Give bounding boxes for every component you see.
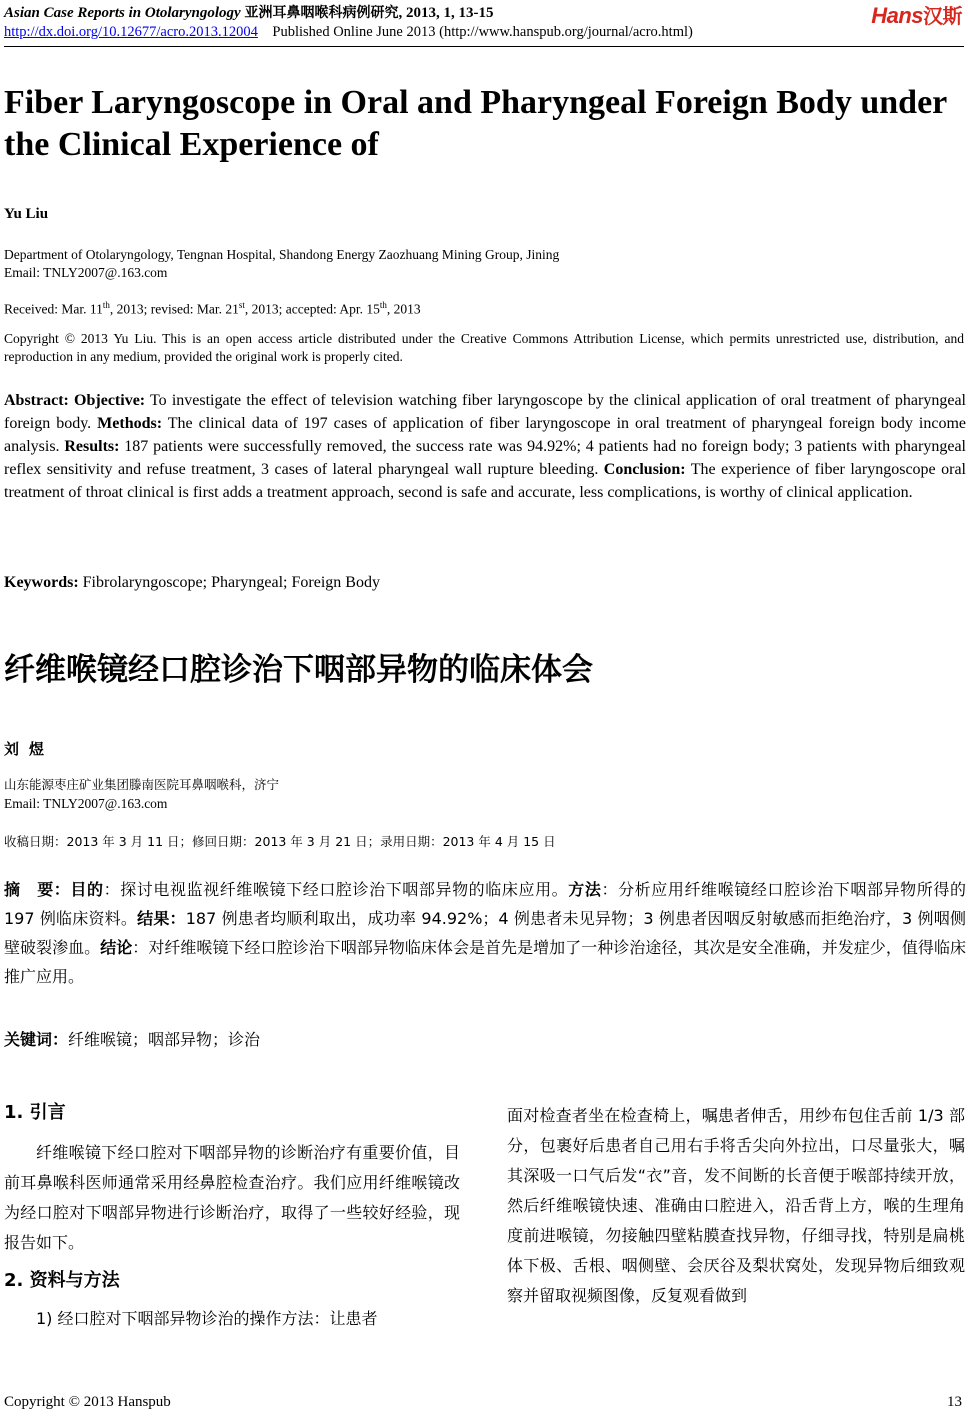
body-left-column [4, 1096, 460, 1334]
section-1-heading: 1. 引言 [4, 1102, 66, 1123]
footer-copyright: Copyright © 2013 Hanspub [4, 1394, 171, 1410]
keywords-cn [4, 1027, 260, 1050]
conclusion-text-cn: ：对纤维喉镜下经口腔诊治下咽部异物临床体会是首先是增加了一种诊治途径，其次是安全准确，并发症少，值得临床推广应用。 [4, 938, 966, 986]
received-text: Received: Mar. 11 [4, 301, 103, 317]
results-label: Results: [64, 438, 120, 455]
copyright-notice-en: Copyright © 2013 Yu Liu. This is an open access article distributed under the Creative Commons Attribution License, which permits unrestricted use, distribution, and reproduction in any medium, provided the original work is properly cited. [4, 331, 964, 364]
methods-label-cn: 方法 [568, 880, 602, 899]
keywords-label-en: Keywords: [4, 574, 79, 591]
paper-title-en: Fiber Laryngoscope in Oral and Pharyngeal Foreign Body under the Clinical Experience of [4, 84, 947, 163]
abstract-label-cn: 摘 要： [4, 880, 71, 899]
accepted-text: , 2013; accepted: Apr. 15 [244, 301, 380, 317]
keywords-en [4, 574, 380, 592]
journal-name-en: Asian Case Reports in Otolaryngology [4, 5, 241, 21]
received-dates-cn: 收稿日期：2013 年 3 月 11 日；修回日期：2013 年 3 月 21 日；录用日期：2013 年 4 月 15 日 [4, 834, 556, 849]
accepted-sup: th [379, 300, 387, 310]
results-label-cn: 结果： [137, 909, 186, 928]
body-right-column [507, 1101, 965, 1311]
journal-header [4, 2, 493, 22]
abstract-cn [4, 875, 966, 991]
revised-text: , 2013; revised: Mar. 21 [109, 301, 239, 317]
section-1-paragraph: 纤维喉镜下经口腔对下咽部异物的诊断治疗有重要价值，目前耳鼻喉科医师通常采用经鼻腔检查治疗。我们应用纤维喉镜改为经口腔对下咽部异物进行诊断治疗，取得了一些较好经验，现报告如下。 [4, 1143, 460, 1252]
received-sup: th [102, 300, 110, 310]
objective-label-cn: 目的 [70, 880, 104, 899]
methods-label: Methods: [97, 415, 163, 432]
affiliation-cn: 山东能源枣庄矿业集团滕南医院耳鼻咽喉科，济宁 [4, 777, 280, 792]
results-text: 187 patients were successfully removed, the success rate was 94.92%; 4 patients had no foreign body; 3 patients with pharyngeal reflex sensitivity and refuse treatment, 3 cases of lateral pharyngeal wall rupture bleeding. [4, 438, 967, 478]
results-text-cn: 187 例患者均顺利取出，成功率 94.92%；4 例患者未见异物；3 例患者因咽反射敏感而拒绝治疗，3 例咽侧壁破裂渗血。 [4, 909, 966, 957]
doi-link[interactable]: http://dx.doi.org/10.12677/acro.2013.12004 [4, 24, 258, 40]
conclusion-label-cn: 结论 [100, 938, 133, 957]
keywords-text-en: Fibrolaryngoscope; Pharyngeal; Foreign Body [78, 574, 380, 591]
abstract-label: Abstract: [4, 392, 69, 409]
keywords-label-cn: 关键词： [4, 1030, 69, 1049]
email-cn: Email: TNLY2007@.163.com [4, 796, 168, 811]
keywords-text-cn: 纤维喉镜；咽部异物；诊治 [68, 1030, 261, 1049]
section-2-paragraph: 1) 经口腔对下咽部异物诊治的操作方法：让患者 [36, 1309, 378, 1328]
affiliation-text-en: Department of Otolaryngology, Tengnan Hospital, Shandong Energy Zaozhuang Mining Group, Jining [4, 247, 560, 262]
header-rule [4, 46, 964, 47]
author-cn: 刘煜 [4, 740, 55, 758]
received-dates-en [4, 296, 421, 319]
paper-title-cn: 纤维喉镜经口腔诊治下咽部异物的临床体会 [4, 652, 593, 688]
journal-volume: , 2013, 1, 13-15 [398, 5, 494, 21]
revised-sup: st [238, 300, 245, 310]
right-column-paragraph: 面对检查者坐在检查椅上，嘱患者伸舌，用纱布包住舌前 1/3 部分，包裹好后患者自己用右手将舌尖向外拉出，口尽量张大，嘱其深吸一口气后发“衣”音，发不间断的长音便于喉部持续开放，然后纤维喉镜快速、准确由口腔进入，沿舌背上方，喉的生理角度前进喉镜，勿接触四壁粘膜查找异物，仔细寻找，特别是扁桃体下极、舌根、咽侧壁、会厌谷及梨状窝处，发现异物后细致观察并留取视频图像，反复观看做到 [507, 1106, 965, 1305]
journal-name-cn: 亚洲耳鼻咽喉科病例研究 [244, 5, 399, 21]
section-2-heading: 2. 资料与方法 [4, 1270, 120, 1291]
published-online: Published Online June 2013 (http://www.hanspub.org/journal/acro.html) [272, 24, 693, 40]
received-tail: , 2013 [386, 301, 421, 317]
objective-label: Objective: [74, 392, 146, 409]
author-en: Yu Liu [4, 206, 49, 222]
conclusion-text: The experience of fiber laryngoscope oral treatment of throat clinical is first adds a treatment approach, second is safe and accurate, less complications, is worthy of clinical application. [4, 461, 966, 501]
hans-logo [871, 0, 962, 29]
conclusion-label: Conclusion: [603, 461, 686, 478]
email-en: Email: TNLY2007@.163.com [4, 265, 168, 280]
objective-text: To investigate the effect of television watching fiber laryngoscope by the clinical application of oral treatment of pharyngeal foreign body. [4, 392, 966, 432]
doi-line [4, 24, 693, 41]
logo-text-en: Hans [871, 3, 923, 28]
affiliation-en [4, 246, 954, 282]
methods-text-cn: ：分析应用纤维喉镜经口腔诊治下咽部异物所得的 197 例临床资料。 [4, 880, 966, 928]
logo-text-cn: 汉斯 [923, 4, 962, 28]
methods-text: The clinical data of 197 cases of application of fiber laryngoscope in oral treatment of pharyngeal foreign body income analysis. [4, 415, 966, 455]
objective-text-cn: ：探讨电视监视纤维喉镜下经口腔诊治下咽部异物的临床应用。 [103, 880, 569, 899]
abstract-en [4, 389, 966, 504]
page-number: 13 [947, 1394, 962, 1410]
